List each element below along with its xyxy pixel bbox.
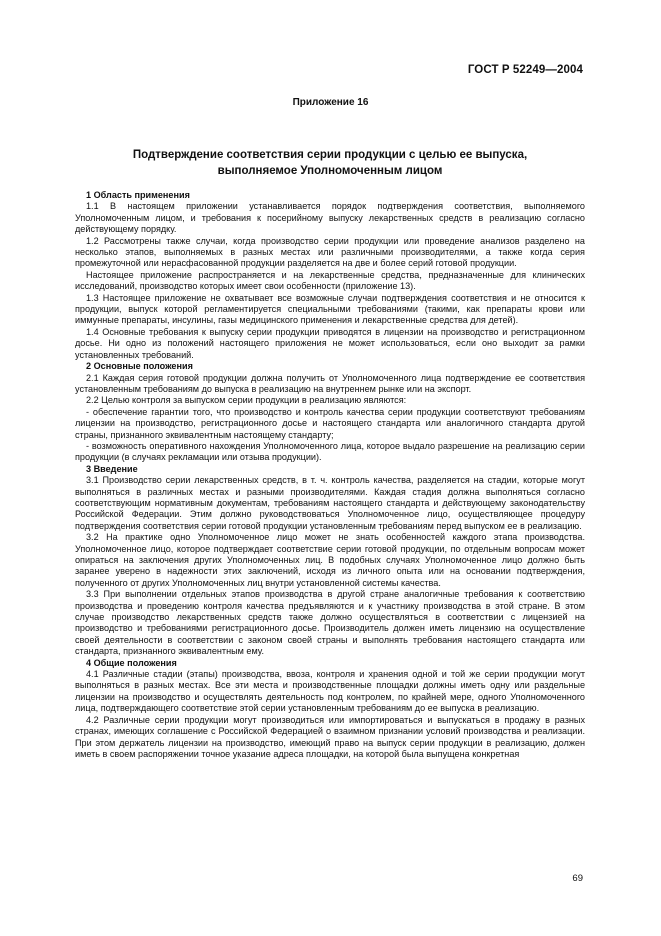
paragraph: 4.2 Различные серии продукции могут производиться или импортироваться и выпускаться в продажу в разных странах, имеющих соглашение с Российской Федерацией о взаимном признании условий производства и реализации. При этом держатель лицензии на производство, имеющий право на выпуск серии продукции в реализацию, должен иметь в своем распоряжении точное указание адреса площадки, на которой была выпущена конкретная	[75, 714, 585, 759]
appendix-label: Приложение 16	[292, 97, 369, 108]
paragraph: 3.2 На практике одно Уполномоченное лицо может не знать особенностей каждого этапа производства. Уполномоченное лицо, которое подтверждает соответствие серии готовой продукции, по отдельным вопросам может опираться на заключения других Уполномоченных лиц. В подобных случаях Уполномоченное лицо должно быть заранее уверено в надежности этих заключений, исходя из личного опыта или на основании подтверждения, полученного от других Уполномоченных лиц внутри установленной системы качества.	[75, 532, 585, 588]
section-heading: 3 Введение	[86, 463, 138, 474]
paragraph: 1.2 Рассмотрены также случаи, когда производство серии продукции или проведение анализов разделено на несколько этапов, выполняемых в разных местах или различными производителями, а также когда серия промежуточной или нерасфасованной продукции разделяется на две и более серий готовой продукции.	[75, 235, 585, 269]
section-heading: 1 Область применения	[86, 190, 190, 200]
list-item: - возможность оперативного нахождения Уполномоченного лица, которое выдало разрешение на реализацию серии продукции (в случаях рекламации или отзыва продукции).	[75, 440, 585, 463]
paragraph: 1.4 Основные требования к выпуску серии продукции приводятся в лицензии на производство и регистрационном досье. Ни одно из положений настоящего приложения не может использоваться, если оно выходит за рамки установленных требований.	[75, 326, 585, 360]
paragraph: 2.1 Каждая серия готовой продукции должна получить от Уполномоченного лица подтверждение ее соответствия установленным требованиям до выпуска в реализацию на внутреннем рынке или на экспорт.	[75, 372, 585, 394]
paragraph: 4.1 Различные стадии (этапы) производства, ввоза, контроля и хранения одной и той же серии продукции могут выполняться в разных местах. Все эти места и производственные площадки должны иметь одну или раздельные лицензии на производство и осуществлять деятельность под контролем, по крайней мере, одного Уполномоченного лица, подтверждающего соответствие этой серии установленным требованиям до ее выпуска в реализацию.	[75, 669, 585, 714]
title-line-2: выполняемое Уполномоченным лицом	[217, 165, 443, 177]
paragraph: 1.3 Настоящее приложение не охватывает все возможные случаи подтверждения соответствия и не относится к продукции, выпуск которой регламентируется специальными требованиями (такими, как препараты крови или иммунные препараты, инсулины, газы медицинского применения и лекарственные средства для детей).	[75, 292, 585, 326]
page-title	[60, 147, 600, 179]
paragraph: 2.2 Целью контроля за выпуском серии продукции в реализацию являются:	[86, 395, 407, 406]
document-code: ГОСТ Р 52249—2004	[467, 64, 583, 76]
title-line-1: Подтверждение соответствия серии продукции с целью ее выпуска,	[132, 149, 528, 161]
paragraph: Настоящее приложение распространяется и на лекарственные средства, предназначенные для клинических исследований, производство которых имеет свои особенности (приложение 13).	[75, 269, 585, 292]
list-item: - обеспечение гарантии того, что производство и контроль качества серии продукции соответствуют требованиям лицензии на производство, регистрационного досье и настоящего стандарта или аналогичного стандарта другой страны, признанного эквивалентным настоящему стандарту;	[75, 406, 585, 440]
page-number: 69	[572, 873, 583, 884]
paragraph: 1.1 В настоящем приложении устанавливается порядок подтверждения соответствия, выполняемого Уполномоченным лицом, и требования к посерийному выпуску лекарственных средств в реализацию согласно действующему порядку.	[75, 201, 585, 235]
paragraph: 3.1 Производство серии лекарственных средств, в т. ч. контроль качества, разделяется на стадии, которые могут выполняться в различных местах и разными производителями. Каждая стадия должна выполняться согласно соответствующим нормативным документам, требованиям настоящего стандарта и действующему законодательству Российской Федерации. Этим должно руководствоваться Уполномоченное лицо, осуществляющее процедуру подтверждения соответствия серии готовой продукции установленным требованиям перед выпуском ее в реализацию.	[75, 475, 585, 531]
paragraph: 3.3 При выполнении отдельных этапов производства в другой стране аналогичные требования к соответствию производства и проведению контроля качества предъявляются и к участнику производства в этой стране. В этом случае производство лекарственных средств также должно осуществляться в соответствии с лицензией на производство и требованиями регистрационного досье. Производитель должен иметь лицензию на осуществление своей деятельности в соответствии с законом своей страны и выполнять требования настоящего стандарта или стандарта, признанного эквивалентным ему.	[75, 589, 585, 657]
section-heading: 4 Общие положения	[86, 657, 177, 668]
document-body	[75, 190, 585, 760]
section-heading: 2 Основные положения	[86, 361, 193, 372]
